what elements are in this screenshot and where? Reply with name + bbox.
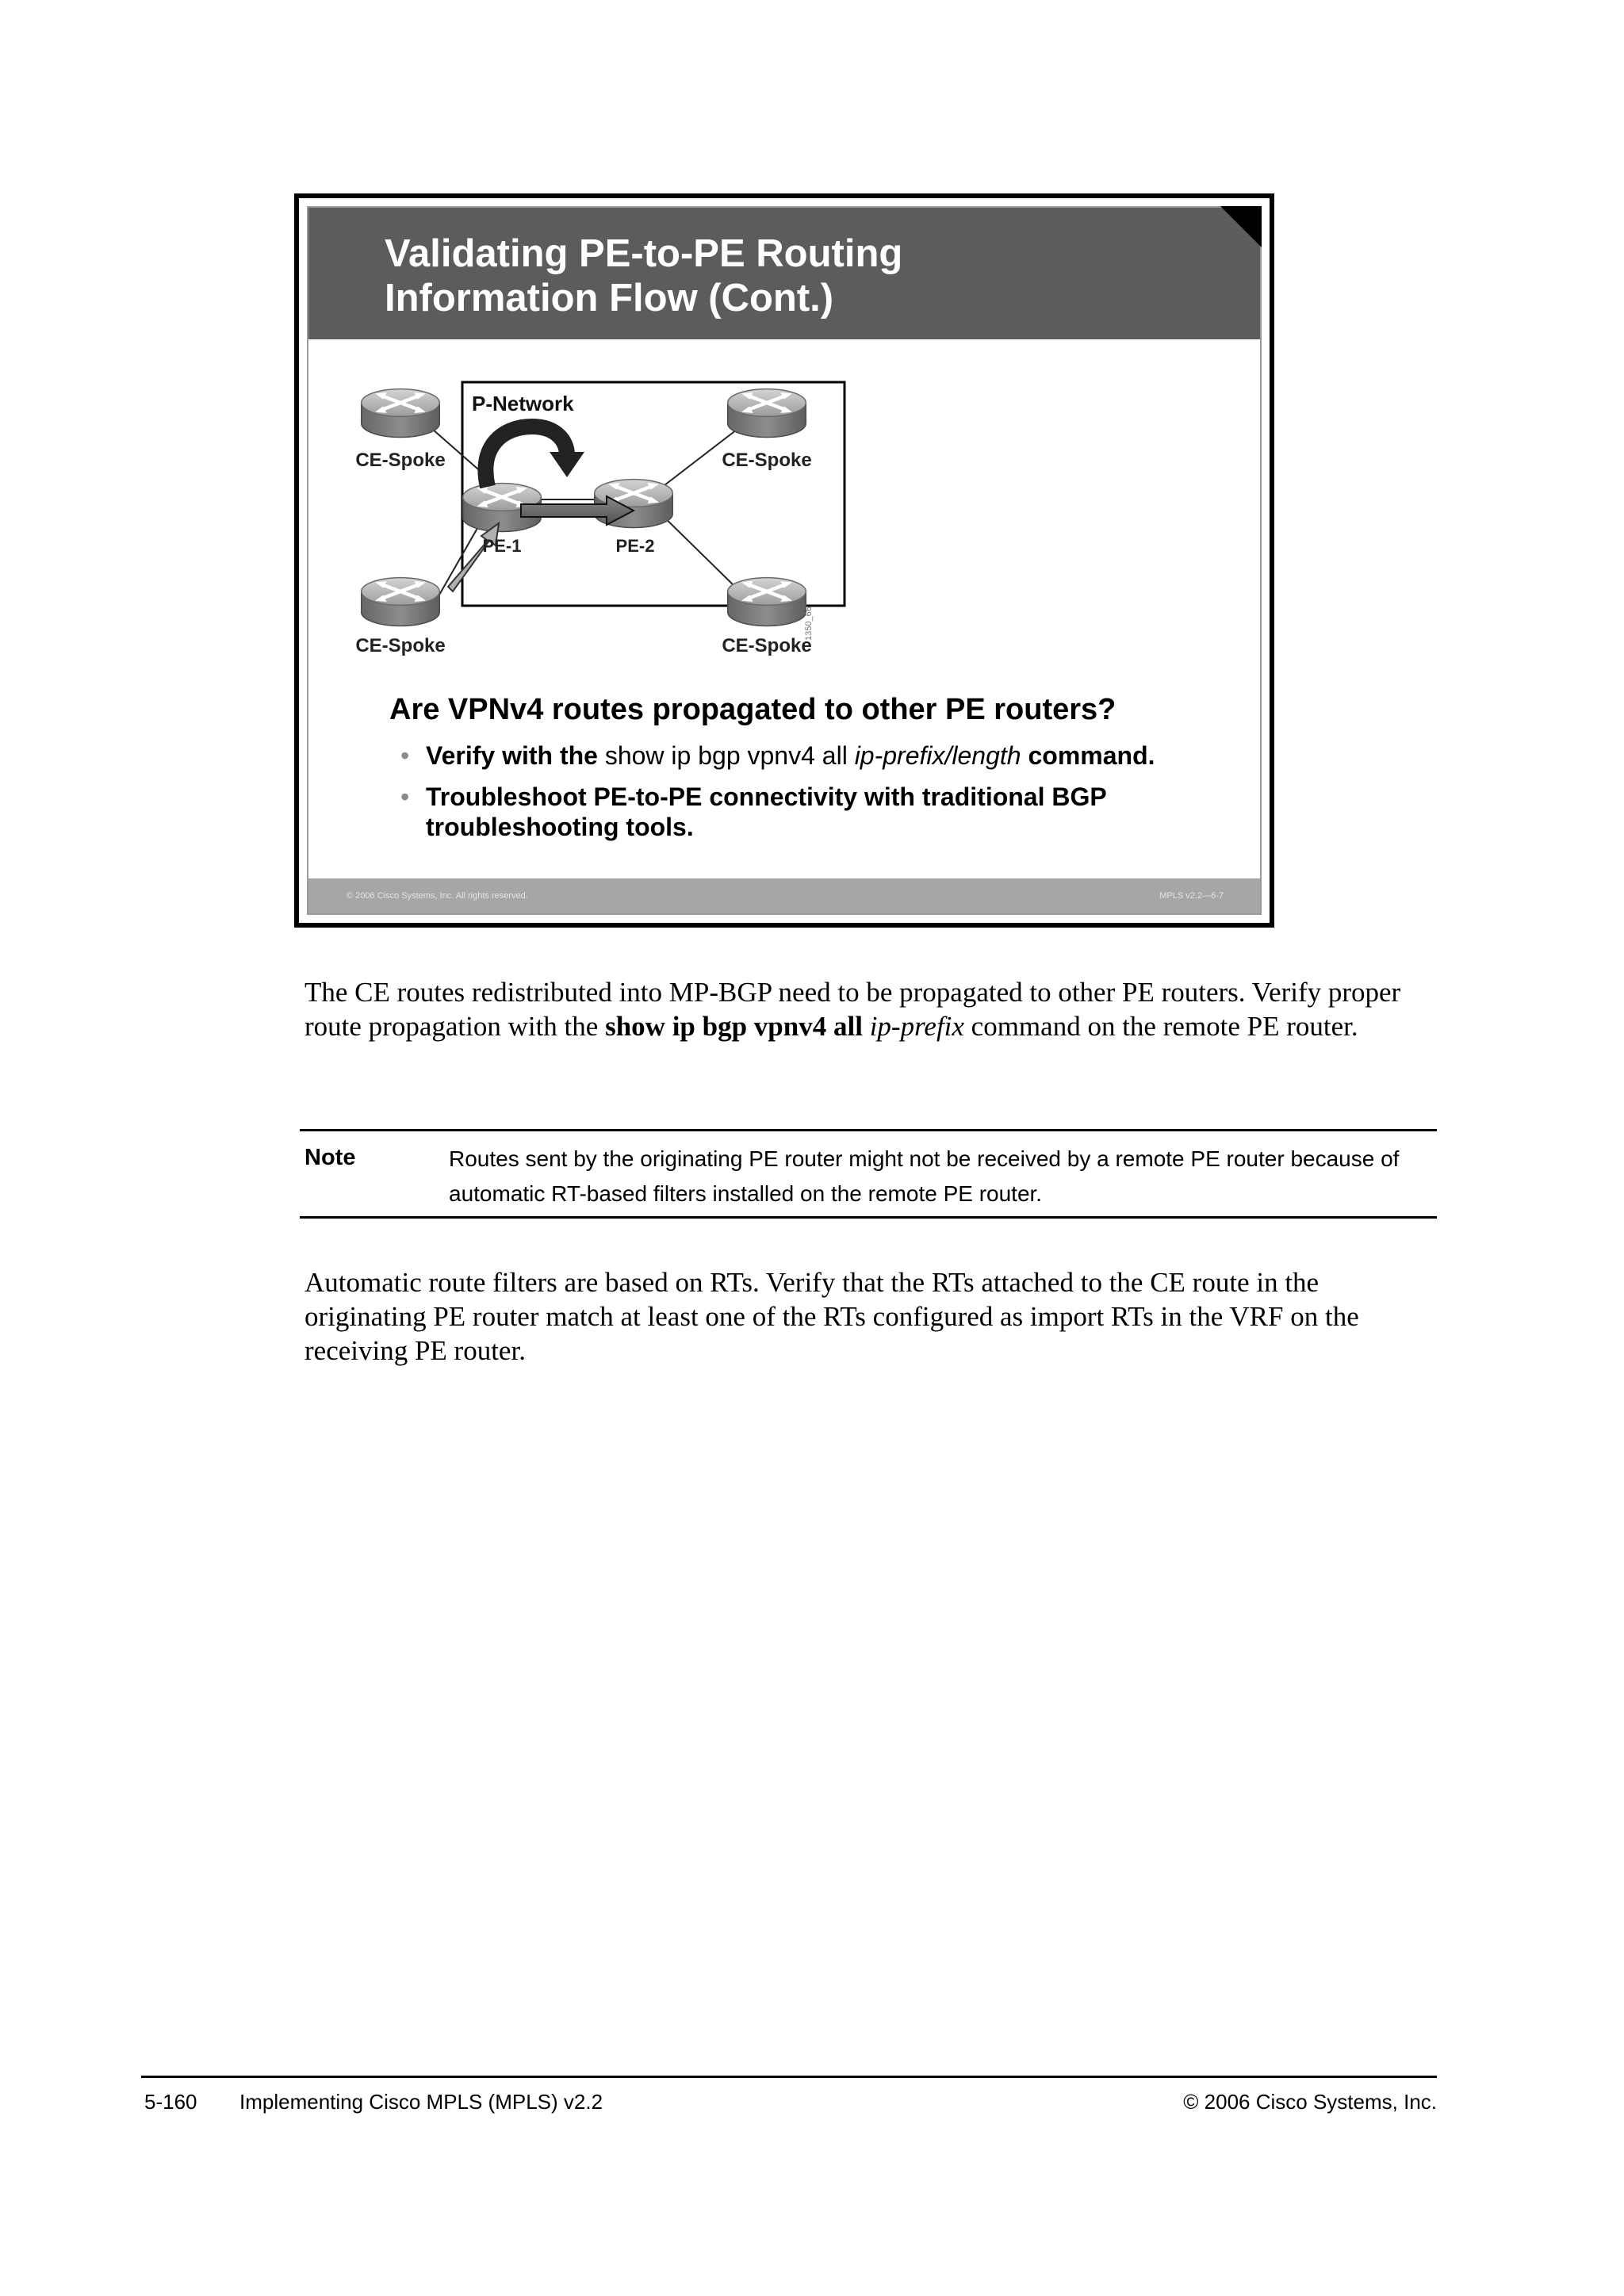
slide-frame: [294, 193, 1274, 928]
note-text: Routes sent by the originating PE router might not be received by a remote PE router because of automatic RT-based filters installed on the remote PE router.: [449, 1146, 1400, 1206]
note-top-rule: [300, 1129, 1437, 1131]
slide-title: Validating PE-to-PE Routing Information Flow (Cont.): [385, 232, 903, 320]
ce-spoke-bottom-left-router: [362, 578, 440, 626]
book-title: Implementing Cisco MPLS (MPLS) v2.2: [239, 2090, 603, 2114]
note-bottom-rule: [300, 1216, 1437, 1219]
ce-spoke-bottom-left-label: CE-Spoke: [355, 635, 446, 656]
figure-id: 1350_66: [804, 607, 814, 641]
slide-footer-bar: [308, 878, 1260, 913]
page-number: 5-160: [144, 2090, 197, 2114]
body-paragraph-2: Automatic route filters are based on RTs. Verify that the RTs attached to the CE route in the originating PE router match at least one of the RTs configured as import RTs in the VRF on the receiving PE router.: [304, 1267, 1359, 1366]
slide-copyright: © 2006 Cisco Systems, Inc. All rights reserved.: [347, 891, 528, 901]
note-label: Note: [304, 1145, 356, 1170]
network-diagram: [308, 208, 1270, 656]
pe-1-label: PE-1: [482, 536, 522, 556]
slide-bullet: • Verify with the show ip bgp vpnv4 all ip-prefix/length command.: [400, 741, 1155, 770]
ce-spoke-top-right-router: [728, 389, 806, 438]
pe-2-label: PE-2: [615, 536, 655, 556]
ce-spoke-top-left-router: [362, 389, 440, 438]
bullet-dot-icon: •: [400, 783, 410, 811]
body-paragraph-1: The CE routes redistributed into MP-BGP need to be propagated to other PE routers. Verify proper route propagation with the show ip bgp vpnv4 all ip-prefix command on the remote PE router.: [304, 977, 1401, 1042]
bullet-dot-icon: •: [400, 741, 410, 770]
slide-question: Are VPNv4 routes propagated to other PE routers?: [389, 693, 1116, 726]
ce-spoke-bottom-right-router: [728, 578, 806, 626]
slide-bullet-list: [389, 740, 1230, 853]
slide-bullet: • Troubleshoot PE-to-PE connectivity with traditional BGP troubleshooting tools.: [400, 783, 1107, 841]
page-copyright: © 2006 Cisco Systems, Inc.: [1183, 2090, 1437, 2114]
ce-spoke-top-right-label: CE-Spoke: [722, 450, 812, 471]
p-network-label: P-Network: [472, 392, 574, 415]
ce-spoke-top-left-label: CE-Spoke: [355, 450, 446, 471]
slide-number: MPLS v2.2—6-7: [1159, 891, 1224, 901]
page-footer-rule: [141, 2076, 1437, 2078]
slide-content: [307, 206, 1262, 915]
command-text: show ip bgp vpnv4 all: [597, 741, 855, 770]
ce-spoke-bottom-right-label: CE-Spoke: [722, 635, 812, 656]
